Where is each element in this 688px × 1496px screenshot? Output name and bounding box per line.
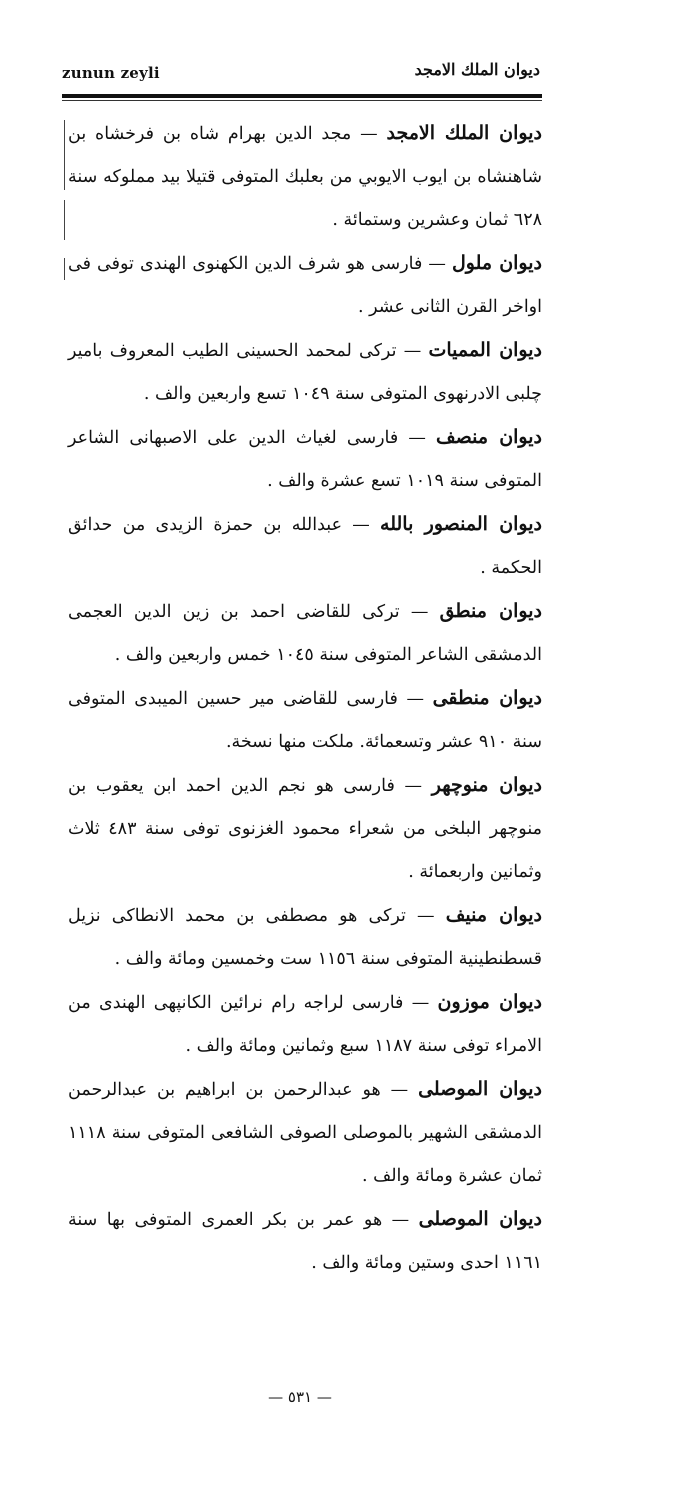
entry-title: ديوان الملك الامجد	[386, 122, 542, 144]
entry-body: — تركى للقاضى احمد بن زين الدين العجمى الدمشقى الشاعر المتوفى سنة ١٠٤٥ خمس واربعين والف .	[68, 602, 542, 665]
running-header-arabic: ديوان الملك الامجد	[414, 60, 540, 79]
page-number: — ٥٣١ —	[268, 1388, 332, 1406]
entry-title: ديوان منطقى	[432, 687, 542, 709]
entry	[68, 590, 542, 677]
entry	[68, 242, 542, 329]
entry	[68, 894, 542, 981]
entry-body: — مجد الدين بهرام شاه بن فرخشاه بن شاهنشاه بن ايوب الايوبي من بعلبك المتوفى قتيلا بيد مملوكه سنة ٦٢٨ ثمان وعشرين وستمائة .	[68, 124, 542, 230]
entry	[68, 112, 542, 242]
entry	[68, 764, 542, 894]
entry-body: — فارسى هو شرف الدين الكهنوى الهندى توفى فى اواخر القرن الثانى عشر .	[68, 254, 542, 317]
entry-title: ديوان منوچهر	[431, 774, 542, 796]
entry-body: — تركى هو مصطفى بن محمد الانطاكى نزيل قسطنطينية المتوفى سنة ١١٥٦ ست وخمسين ومائة والف .	[68, 906, 542, 969]
entry	[68, 329, 542, 416]
entry	[68, 981, 542, 1068]
entry-title: ديوان المميات	[428, 339, 542, 361]
header-rule-thick	[62, 94, 542, 98]
entry-body: — فارسى للقاضى مير حسين الميبدى المتوفى سنة ٩١٠ عشر وتسعمائة. ملكت منها نسخة.	[68, 689, 542, 752]
entry-title: ديوان منيف	[445, 904, 542, 926]
running-header-latin: zunun zeyli	[62, 64, 160, 82]
entry-title: ديوان منصف	[435, 426, 542, 448]
entry-title: ديوان ملول	[452, 252, 543, 274]
entry-body: — هو عمر بن بكر العمرى المتوفى بها سنة ١١٦١ احدى وستين ومائة والف .	[68, 1210, 542, 1273]
header-rule-thin	[62, 100, 542, 101]
entry-body: — فارسى هو نجم الدين احمد ابن يعقوب بن منوچهر البلخى من شعراء محمود الغزنوى توفى سنة ٤٨٣ ثلاث وثمانين واربعمائة .	[68, 776, 542, 882]
margin-line	[64, 258, 65, 280]
entry-title: ديوان الموصلى	[418, 1078, 542, 1100]
entry-body: — تركى لمحمد الحسينى الطيب المعروف بامير چلبى الادرنهوى المتوفى سنة ١٠٤٩ تسع واربعين والف .	[68, 341, 542, 404]
entry-body: — فارسى لراجه رام نرائين الكانپهى الهندى من الامراء توفى سنة ١١٨٧ سبع وثمانين ومائة والف .	[68, 993, 542, 1056]
entry-title: ديوان المنصور بالله	[380, 513, 542, 535]
entry	[68, 677, 542, 764]
entry-title: ديوان منطق	[439, 600, 542, 622]
entry-body: — عبدالله بن حمزة الزيدى من حدائق الحكمة .	[68, 515, 542, 578]
entry-title: ديوان موزون	[437, 991, 542, 1013]
margin-line	[64, 200, 65, 240]
entry-list	[68, 112, 542, 1285]
entry-title: ديوان الموصلى	[418, 1208, 542, 1230]
entry	[68, 1068, 542, 1198]
entry-body: — هو عبدالرحمن بن ابراهيم بن عبدالرحمن الدمشقى الشهير بالموصلى الصوفى الشافعى المتوفى سنة ١١١٨ ثمان عشرة ومائة والف .	[68, 1080, 542, 1186]
entry	[68, 503, 542, 590]
entry-body: — فارسى لغياث الدين على الاصبهانى الشاعر المتوفى سنة ١٠١٩ تسع عشرة والف .	[68, 428, 542, 491]
entry	[68, 1198, 542, 1285]
entry	[68, 416, 542, 503]
margin-line	[64, 120, 65, 190]
